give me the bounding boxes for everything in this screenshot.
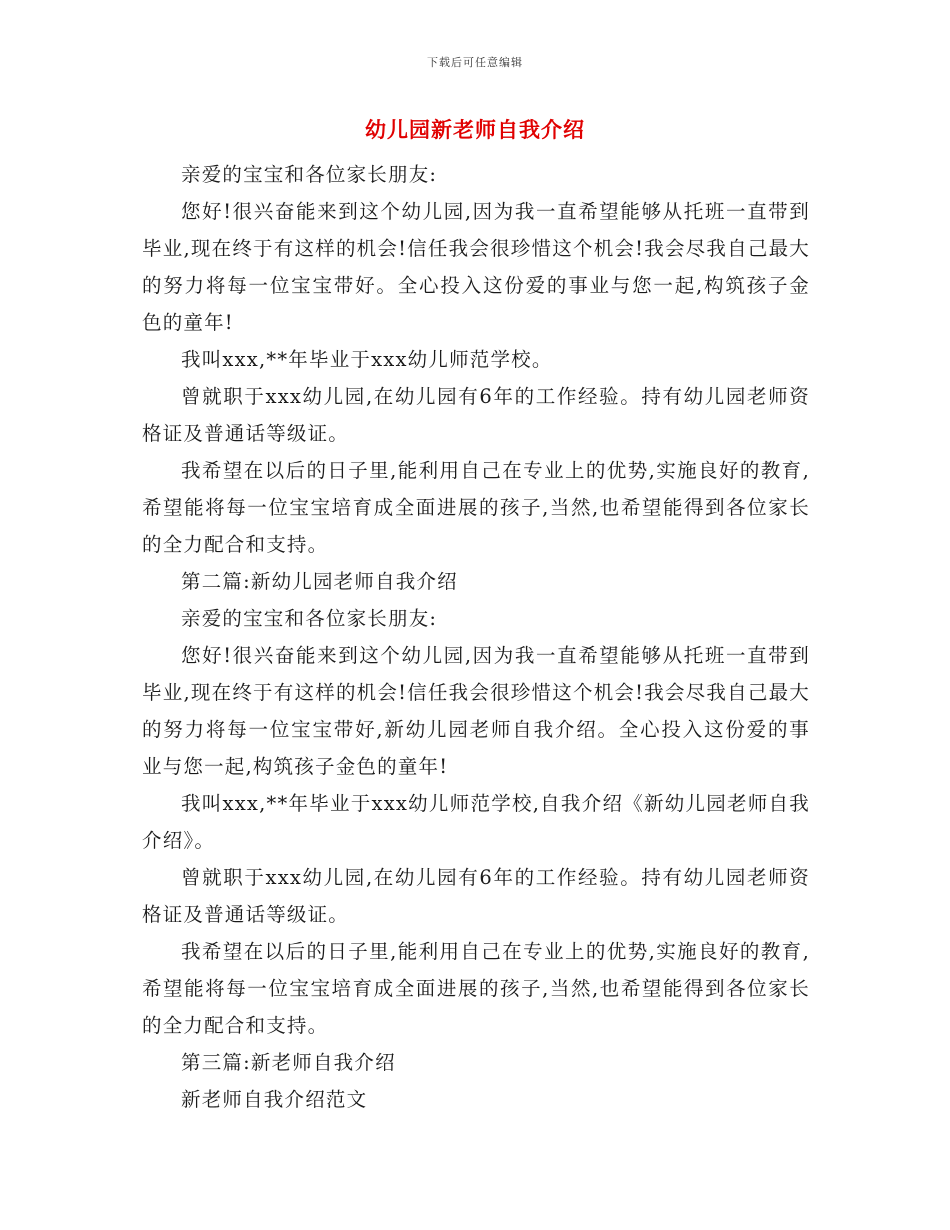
paragraph-experience-2: 曾就职于xxx幼儿园,在幼儿园有6年的工作经验。持有幼儿园老师资格证及普通话等级证。 bbox=[142, 866, 810, 926]
header-note: 下载后可任意编辑 bbox=[427, 56, 523, 69]
paragraph-sample-title: 新老师自我介绍范文 bbox=[181, 1088, 368, 1111]
document-body bbox=[142, 156, 810, 1118]
document-title: 幼儿园新老师自我介绍 bbox=[365, 117, 585, 142]
section-heading-3: 第三篇:新老师自我介绍 bbox=[181, 1051, 396, 1074]
paragraph-hope-2: 我希望在以后的日子里,能利用自己在专业上的优势,实施良好的教育,希望能将每一位宝宝培育成全面进展的孩子,当然,也希望能得到各位家长的全力配合和支持。 bbox=[142, 940, 810, 1037]
paragraph-experience: 曾就职于xxx幼儿园,在幼儿园有6年的工作经验。持有幼儿园老师资格证及普通话等级证。 bbox=[142, 385, 810, 445]
paragraph-name: 我叫xxx,**年毕业于xxx幼儿师范学校。 bbox=[181, 348, 553, 371]
paragraph-intro-2: 您好!很兴奋能来到这个幼儿园,因为我一直希望能够从托班一直带到毕业,现在终于有这样的机会!信任我会很珍惜这个机会!我会尽我自己最大的努力将每一位宝宝带好,新幼儿园老师自我介绍。全心投入这份爱的事业与您一起,构筑孩子金色的童年! bbox=[142, 644, 810, 778]
paragraph-greeting-2: 亲爱的宝宝和各位家长朋友: bbox=[181, 607, 438, 630]
paragraph-intro: 您好!很兴奋能来到这个幼儿园,因为我一直希望能够从托班一直带到毕业,现在终于有这样的机会!信任我会很珍惜这个机会!我会尽我自己最大的努力将每一位宝宝带好。全心投入这份爱的事业与您一起,构筑孩子金色的童年! bbox=[142, 200, 810, 334]
section-heading-2: 第二篇:新幼儿园老师自我介绍 bbox=[181, 570, 458, 593]
paragraph-name-2: 我叫xxx,**年毕业于xxx幼儿师范学校,自我介绍《新幼儿园老师自我介绍》。 bbox=[142, 792, 810, 852]
paragraph-greeting: 亲爱的宝宝和各位家长朋友: bbox=[181, 163, 438, 186]
paragraph-hope: 我希望在以后的日子里,能利用自己在专业上的优势,实施良好的教育,希望能将每一位宝宝培育成全面进展的孩子,当然,也希望能得到各位家长的全力配合和支持。 bbox=[142, 459, 810, 556]
